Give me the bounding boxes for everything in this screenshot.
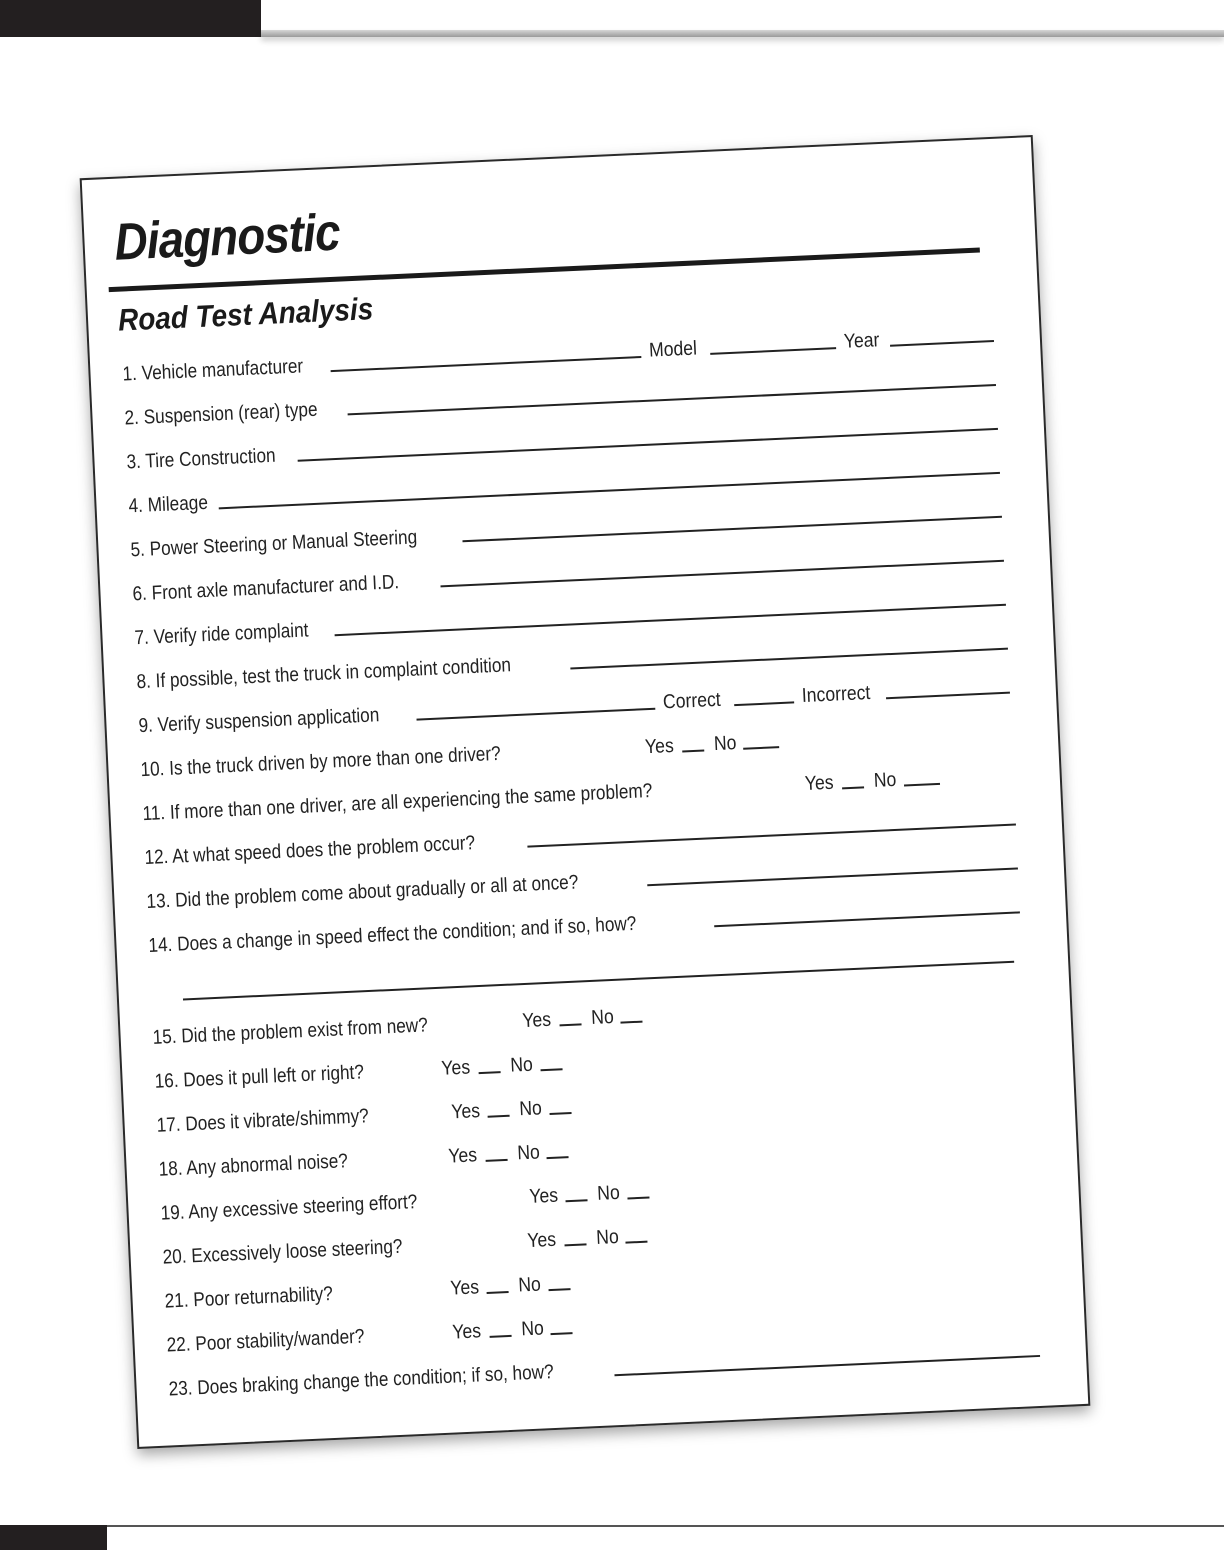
question-label: 12. At what speed does the problem occur? (144, 832, 476, 870)
question-label: 15. Did the problem exist from new? (152, 1014, 429, 1049)
answer-line[interactable] (462, 516, 1002, 543)
answer-line[interactable] (647, 867, 1018, 886)
question-label: 16. Does it pull left or right? (154, 1061, 365, 1093)
no-blank[interactable] (551, 1332, 573, 1335)
no-label: No (873, 768, 897, 792)
no-label: No (595, 1225, 619, 1249)
question-label: 23. Does braking change the condition; if so, how? (168, 1361, 555, 1401)
answer-line[interactable] (417, 708, 655, 721)
question-label: 14. Does a change in speed effect the condition; and if so, how? (148, 912, 637, 957)
question-label: 11. If more than one driver, are all experiencing the same problem? (142, 779, 653, 826)
no-label: No (597, 1181, 621, 1205)
yes-label: Yes (441, 1056, 472, 1080)
no-label: No (509, 1053, 534, 1077)
model-answer-line[interactable] (710, 347, 836, 355)
yes-blank[interactable] (682, 750, 704, 753)
yes-blank[interactable] (485, 1159, 507, 1162)
no-blank[interactable] (550, 1112, 572, 1115)
no-label: No (518, 1273, 542, 1297)
yes-label: Yes (526, 1228, 557, 1253)
question-label: 18. Any abnormal noise? (158, 1150, 349, 1181)
no-label: No (520, 1317, 545, 1341)
no-blank[interactable] (904, 783, 940, 787)
form-title: Diagnostic (113, 203, 341, 272)
header-black-bar (0, 0, 261, 37)
yes-blank[interactable] (479, 1071, 501, 1074)
question-label: 4. Mileage (128, 491, 209, 518)
question-label: 13. Did the problem come about gradually or all at once? (146, 871, 579, 913)
question-label: 17. Does it vibrate/shimmy? (156, 1105, 370, 1137)
question-label: 10. Is the truck driven by more than one driver? (140, 742, 502, 782)
yes-label: Yes (448, 1144, 478, 1168)
question-label: 5. Power Steering or Manual Steering (130, 526, 418, 562)
answer-line[interactable] (714, 911, 1020, 927)
year-answer-line[interactable] (890, 340, 994, 347)
no-blank[interactable] (743, 746, 779, 750)
no-blank[interactable] (626, 1241, 648, 1244)
yes-blank[interactable] (489, 1335, 511, 1338)
answer-line[interactable] (527, 823, 1016, 847)
yes-label: Yes (450, 1100, 481, 1124)
footer-black-block (0, 1525, 107, 1550)
footer-rule (107, 1525, 1224, 1527)
no-blank[interactable] (547, 1156, 569, 1159)
year-label: Year (842, 329, 880, 353)
question-label: 2. Suspension (rear) type (124, 398, 319, 430)
yes-blank[interactable] (566, 1199, 588, 1202)
form-subtitle: Road Test Analysis (117, 291, 374, 338)
no-label: No (590, 1005, 615, 1029)
no-label: No (519, 1097, 543, 1121)
question-label: 9. Verify suspension application (138, 704, 380, 738)
no-label: No (713, 732, 737, 756)
no-blank[interactable] (621, 1021, 643, 1024)
incorrect-label: Incorrect (801, 681, 871, 708)
correct-answer-line[interactable] (734, 701, 794, 706)
incorrect-answer-line[interactable] (886, 692, 1010, 700)
question-label: 20. Excessively loose steering? (162, 1235, 403, 1269)
answer-line[interactable] (441, 560, 1004, 588)
no-blank[interactable] (548, 1288, 570, 1291)
yes-label: Yes (644, 734, 675, 759)
header-gray-rule (261, 30, 1224, 37)
correct-label: Correct (662, 688, 721, 714)
question-label: 6. Front axle manufacturer and I.D. (132, 571, 400, 606)
question-label: 21. Poor returnability? (164, 1282, 334, 1313)
question-label: 7. Verify ride complaint (134, 619, 309, 650)
yes-blank[interactable] (488, 1115, 510, 1118)
diagnostic-form-sheet (80, 135, 1091, 1449)
yes-label: Yes (528, 1184, 559, 1208)
no-blank[interactable] (627, 1196, 649, 1199)
yes-blank[interactable] (559, 1023, 581, 1026)
answer-line[interactable] (331, 356, 642, 372)
answer-line[interactable] (570, 648, 1008, 670)
yes-blank[interactable] (842, 786, 864, 789)
question-label: 19. Any excessive steering effort? (160, 1191, 418, 1225)
question-label: 3. Tire Construction (126, 444, 277, 474)
yes-blank[interactable] (564, 1243, 586, 1246)
question-label: 1. Vehicle manufacturer (122, 355, 304, 386)
yes-label: Yes (521, 1008, 552, 1033)
model-label: Model (648, 337, 698, 362)
no-blank[interactable] (540, 1068, 562, 1071)
yes-label: Yes (452, 1320, 482, 1344)
yes-blank[interactable] (487, 1291, 509, 1294)
question-label: 8. If possible, test the truck in complaint condition (136, 654, 512, 694)
question-label: 22. Poor stability/wander? (166, 1325, 365, 1357)
no-label: No (516, 1141, 541, 1165)
yes-label: Yes (804, 771, 835, 795)
yes-label: Yes (449, 1276, 480, 1300)
answer-line[interactable] (615, 1355, 1041, 1376)
